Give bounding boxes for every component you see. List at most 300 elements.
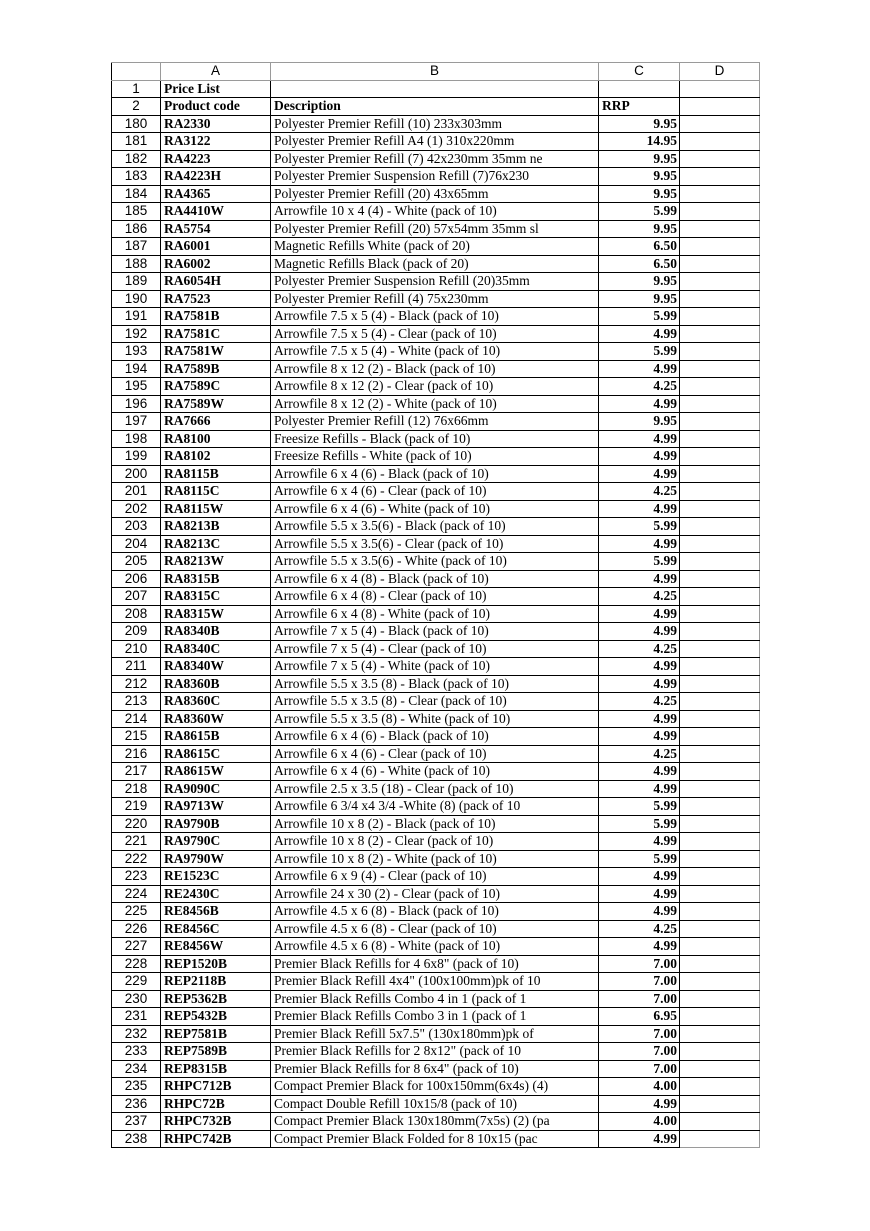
row-number[interactable]: 205 xyxy=(112,553,161,571)
product-code-cell[interactable]: RHPC712B xyxy=(161,1078,271,1096)
empty-cell[interactable] xyxy=(680,710,760,728)
row-number[interactable]: 212 xyxy=(112,675,161,693)
row-number[interactable]: 235 xyxy=(112,1078,161,1096)
rrp-cell[interactable]: 4.99 xyxy=(599,395,680,413)
product-code-cell[interactable]: RA8115C xyxy=(161,483,271,501)
description-cell[interactable]: Arrowfile 10 x 8 (2) - Black (pack of 10) xyxy=(271,815,599,833)
product-code-cell[interactable]: REP8315B xyxy=(161,1060,271,1078)
rrp-cell[interactable]: 4.99 xyxy=(599,623,680,641)
rrp-cell[interactable]: 14.95 xyxy=(599,133,680,151)
empty-cell[interactable] xyxy=(680,885,760,903)
column-header-a[interactable]: A xyxy=(161,63,271,81)
rrp-cell[interactable]: 4.00 xyxy=(599,1078,680,1096)
empty-cell[interactable] xyxy=(680,220,760,238)
description-cell[interactable]: Arrowfile 5.5 x 3.5 (8) - White (pack of 10) xyxy=(271,710,599,728)
description-cell[interactable]: Polyester Premier Refill (10) 233x303mm xyxy=(271,115,599,133)
description-cell[interactable]: Arrowfile 5.5 x 3.5 (8) - Clear (pack of 10) xyxy=(271,693,599,711)
empty-cell[interactable] xyxy=(680,185,760,203)
rrp-cell[interactable]: 4.99 xyxy=(599,833,680,851)
product-code-cell[interactable]: RA8615C xyxy=(161,745,271,763)
description-cell[interactable]: Arrowfile 4.5 x 6 (8) - Clear (pack of 10) xyxy=(271,920,599,938)
product-code-cell[interactable]: RA8340C xyxy=(161,640,271,658)
empty-cell[interactable] xyxy=(680,1008,760,1026)
row-number[interactable]: 199 xyxy=(112,448,161,466)
rrp-cell[interactable]: 4.25 xyxy=(599,745,680,763)
product-code-cell[interactable]: RA8315C xyxy=(161,588,271,606)
row-number[interactable]: 208 xyxy=(112,605,161,623)
rrp-cell[interactable]: 9.95 xyxy=(599,220,680,238)
product-code-cell[interactable]: RA4410W xyxy=(161,203,271,221)
description-cell[interactable]: Arrowfile 6 x 4 (8) - White (pack of 10) xyxy=(271,605,599,623)
empty-cell[interactable] xyxy=(680,815,760,833)
rrp-cell[interactable]: 9.95 xyxy=(599,150,680,168)
product-code-cell[interactable]: RA7589W xyxy=(161,395,271,413)
row-number[interactable]: 230 xyxy=(112,990,161,1008)
empty-cell[interactable] xyxy=(680,203,760,221)
rrp-cell[interactable]: 4.99 xyxy=(599,448,680,466)
rrp-cell[interactable]: 9.95 xyxy=(599,290,680,308)
corner-cell[interactable] xyxy=(112,63,161,81)
rrp-cell[interactable]: 4.99 xyxy=(599,780,680,798)
description-cell[interactable]: Polyester Premier Suspension Refill (20)35mm xyxy=(271,273,599,291)
rrp-cell[interactable]: 4.99 xyxy=(599,535,680,553)
description-cell[interactable]: Polyester Premier Refill (7) 42x230mm 35mm ne xyxy=(271,150,599,168)
row-number[interactable]: 232 xyxy=(112,1025,161,1043)
description-cell[interactable]: Premier Black Refills for 4 6x8" (pack of 10) xyxy=(271,955,599,973)
rrp-cell[interactable]: 5.99 xyxy=(599,203,680,221)
row-number[interactable]: 187 xyxy=(112,238,161,256)
description-cell[interactable]: Premier Black Refills Combo 3 in 1 (pack of 1 xyxy=(271,1008,599,1026)
empty-cell[interactable] xyxy=(680,605,760,623)
empty-cell[interactable] xyxy=(680,255,760,273)
row-number[interactable]: 190 xyxy=(112,290,161,308)
rrp-cell[interactable]: 4.99 xyxy=(599,500,680,518)
description-cell[interactable]: Premier Black Refills Combo 4 in 1 (pack of 1 xyxy=(271,990,599,1008)
row-number[interactable]: 188 xyxy=(112,255,161,273)
description-cell[interactable]: Arrowfile 6 x 9 (4) - Clear (pack of 10) xyxy=(271,868,599,886)
rrp-cell[interactable]: 4.99 xyxy=(599,710,680,728)
empty-cell[interactable] xyxy=(680,955,760,973)
product-code-header[interactable]: Product code xyxy=(161,98,271,116)
description-cell[interactable]: Magnetic Refills Black (pack of 20) xyxy=(271,255,599,273)
description-cell[interactable]: Arrowfile 8 x 12 (2) - Black (pack of 10) xyxy=(271,360,599,378)
description-cell[interactable]: Arrowfile 6 x 4 (6) - Black (pack of 10) xyxy=(271,728,599,746)
description-cell[interactable]: Compact Premier Black Folded for 8 10x15 (pac xyxy=(271,1130,599,1148)
product-code-cell[interactable]: REP7581B xyxy=(161,1025,271,1043)
rrp-cell[interactable]: 9.95 xyxy=(599,413,680,431)
product-code-cell[interactable]: RA7523 xyxy=(161,290,271,308)
rrp-cell[interactable]: 5.99 xyxy=(599,553,680,571)
description-cell[interactable]: Arrowfile 6 3/4 x4 3/4 -White (8) (pack of 10 xyxy=(271,798,599,816)
row-number[interactable]: 201 xyxy=(112,483,161,501)
description-cell[interactable]: Arrowfile 5.5 x 3.5(6) - Black (pack of 10) xyxy=(271,518,599,536)
product-code-cell[interactable]: RA5754 xyxy=(161,220,271,238)
description-cell[interactable]: Arrowfile 6 x 4 (8) - Clear (pack of 10) xyxy=(271,588,599,606)
row-number[interactable]: 203 xyxy=(112,518,161,536)
row-number[interactable]: 229 xyxy=(112,973,161,991)
row-number[interactable]: 223 xyxy=(112,868,161,886)
description-cell[interactable]: Arrowfile 2.5 x 3.5 (18) - Clear (pack of 10) xyxy=(271,780,599,798)
row-number[interactable]: 237 xyxy=(112,1113,161,1131)
empty-cell[interactable] xyxy=(680,588,760,606)
product-code-cell[interactable]: REP2118B xyxy=(161,973,271,991)
empty-cell[interactable] xyxy=(680,675,760,693)
empty-cell[interactable] xyxy=(680,763,760,781)
row-number[interactable]: 222 xyxy=(112,850,161,868)
empty-cell[interactable] xyxy=(680,168,760,186)
empty-cell[interactable] xyxy=(680,430,760,448)
product-code-cell[interactable]: RA7589C xyxy=(161,378,271,396)
rrp-cell[interactable]: 7.00 xyxy=(599,1043,680,1061)
row-number[interactable]: 189 xyxy=(112,273,161,291)
product-code-cell[interactable]: REP5432B xyxy=(161,1008,271,1026)
rrp-cell[interactable]: 4.99 xyxy=(599,728,680,746)
rrp-cell[interactable]: 7.00 xyxy=(599,1060,680,1078)
description-cell[interactable]: Arrowfile 4.5 x 6 (8) - White (pack of 10) xyxy=(271,938,599,956)
row-number[interactable]: 210 xyxy=(112,640,161,658)
row-number[interactable]: 236 xyxy=(112,1095,161,1113)
description-cell[interactable]: Polyester Premier Refill (12) 76x66mm xyxy=(271,413,599,431)
product-code-cell[interactable]: RA4365 xyxy=(161,185,271,203)
empty-cell[interactable] xyxy=(680,570,760,588)
empty-cell[interactable] xyxy=(680,938,760,956)
rrp-header[interactable]: RRP xyxy=(599,98,680,116)
description-cell[interactable]: Arrowfile 6 x 4 (6) - Clear (pack of 10) xyxy=(271,745,599,763)
empty-cell[interactable] xyxy=(680,483,760,501)
description-cell[interactable]: Arrowfile 8 x 12 (2) - Clear (pack of 10) xyxy=(271,378,599,396)
empty-cell[interactable] xyxy=(680,920,760,938)
empty-cell[interactable] xyxy=(680,413,760,431)
product-code-cell[interactable]: RA6002 xyxy=(161,255,271,273)
description-cell[interactable]: Compact Premier Black 130x180mm(7x5s) (2) (pa xyxy=(271,1113,599,1131)
column-header-b[interactable]: B xyxy=(271,63,599,81)
empty-cell[interactable] xyxy=(680,360,760,378)
rrp-cell[interactable]: 4.99 xyxy=(599,903,680,921)
rrp-cell[interactable]: 4.99 xyxy=(599,1130,680,1148)
row-number[interactable]: 213 xyxy=(112,693,161,711)
description-cell[interactable]: Arrowfile 6 x 4 (6) - Clear (pack of 10) xyxy=(271,483,599,501)
row-number[interactable]: 191 xyxy=(112,308,161,326)
row-number[interactable]: 181 xyxy=(112,133,161,151)
rrp-cell[interactable]: 4.99 xyxy=(599,763,680,781)
product-code-cell[interactable]: RA8100 xyxy=(161,430,271,448)
description-cell[interactable]: Premier Black Refill 4x4" (100x100mm)pk of 10 xyxy=(271,973,599,991)
rrp-cell[interactable]: 7.00 xyxy=(599,973,680,991)
description-cell[interactable]: Arrowfile 7 x 5 (4) - White (pack of 10) xyxy=(271,658,599,676)
row-number[interactable]: 224 xyxy=(112,885,161,903)
rrp-cell[interactable]: 4.00 xyxy=(599,1113,680,1131)
row-number[interactable]: 204 xyxy=(112,535,161,553)
description-cell[interactable]: Compact Premier Black for 100x150mm(6x4s) (4) xyxy=(271,1078,599,1096)
product-code-cell[interactable]: RE1523C xyxy=(161,868,271,886)
empty-cell[interactable] xyxy=(680,238,760,256)
rrp-cell[interactable]: 5.99 xyxy=(599,815,680,833)
rrp-cell[interactable]: 7.00 xyxy=(599,955,680,973)
row-number[interactable]: 195 xyxy=(112,378,161,396)
empty-cell[interactable] xyxy=(680,518,760,536)
row-number[interactable]: 220 xyxy=(112,815,161,833)
description-cell[interactable]: Premier Black Refills for 8 6x4" (pack of 10) xyxy=(271,1060,599,1078)
row-number[interactable]: 196 xyxy=(112,395,161,413)
row-number[interactable]: 180 xyxy=(112,115,161,133)
rrp-cell[interactable]: 4.99 xyxy=(599,1095,680,1113)
row-number[interactable]: 225 xyxy=(112,903,161,921)
description-cell[interactable]: Arrowfile 6 x 4 (6) - Black (pack of 10) xyxy=(271,465,599,483)
row-number[interactable]: 216 xyxy=(112,745,161,763)
empty-cell[interactable] xyxy=(680,833,760,851)
product-code-cell[interactable]: RE8456C xyxy=(161,920,271,938)
product-code-cell[interactable]: REP1520B xyxy=(161,955,271,973)
row-number[interactable]: 206 xyxy=(112,570,161,588)
empty-cell[interactable] xyxy=(680,850,760,868)
empty-cell[interactable] xyxy=(680,448,760,466)
product-code-cell[interactable]: RA8102 xyxy=(161,448,271,466)
empty-cell[interactable] xyxy=(680,133,760,151)
empty-cell[interactable] xyxy=(680,80,760,98)
product-code-cell[interactable]: RA2330 xyxy=(161,115,271,133)
description-cell[interactable]: Polyester Premier Refill A4 (1) 310x220mm xyxy=(271,133,599,151)
product-code-cell[interactable]: RA7581C xyxy=(161,325,271,343)
description-cell[interactable]: Arrowfile 24 x 30 (2) - Clear (pack of 10) xyxy=(271,885,599,903)
description-cell[interactable]: Arrowfile 7.5 x 5 (4) - Black (pack of 10) xyxy=(271,308,599,326)
product-code-cell[interactable]: RA7589B xyxy=(161,360,271,378)
description-cell[interactable]: Arrowfile 7 x 5 (4) - Clear (pack of 10) xyxy=(271,640,599,658)
product-code-cell[interactable]: RHPC742B xyxy=(161,1130,271,1148)
product-code-cell[interactable]: RA8615B xyxy=(161,728,271,746)
empty-cell[interactable] xyxy=(680,378,760,396)
description-header[interactable]: Description xyxy=(271,98,599,116)
rrp-cell[interactable]: 5.99 xyxy=(599,308,680,326)
product-code-cell[interactable]: RA9713W xyxy=(161,798,271,816)
product-code-cell[interactable]: REP5362B xyxy=(161,990,271,1008)
row-number[interactable]: 234 xyxy=(112,1060,161,1078)
description-cell[interactable]: Arrowfile 7.5 x 5 (4) - White (pack of 10) xyxy=(271,343,599,361)
product-code-cell[interactable]: RE2430C xyxy=(161,885,271,903)
description-cell[interactable]: Arrowfile 6 x 4 (6) - White (pack of 10) xyxy=(271,500,599,518)
product-code-cell[interactable]: RA3122 xyxy=(161,133,271,151)
row-number[interactable]: 1 xyxy=(112,80,161,98)
empty-cell[interactable] xyxy=(680,640,760,658)
description-cell[interactable]: Arrowfile 5.5 x 3.5(6) - Clear (pack of 10) xyxy=(271,535,599,553)
rrp-cell[interactable]: 5.99 xyxy=(599,798,680,816)
empty-cell[interactable] xyxy=(680,115,760,133)
column-header-c[interactable]: C xyxy=(599,63,680,81)
rrp-cell[interactable]: 5.99 xyxy=(599,343,680,361)
row-number[interactable]: 184 xyxy=(112,185,161,203)
product-code-cell[interactable]: RA6054H xyxy=(161,273,271,291)
product-code-cell[interactable]: RA8360B xyxy=(161,675,271,693)
description-cell[interactable]: Arrowfile 7.5 x 5 (4) - Clear (pack of 10) xyxy=(271,325,599,343)
product-code-cell[interactable]: RA7581W xyxy=(161,343,271,361)
empty-cell[interactable] xyxy=(680,500,760,518)
row-number[interactable]: 198 xyxy=(112,430,161,448)
description-cell[interactable]: Arrowfile 5.5 x 3.5 (8) - Black (pack of 10) xyxy=(271,675,599,693)
product-code-cell[interactable]: REP7589B xyxy=(161,1043,271,1061)
rrp-cell[interactable]: 7.00 xyxy=(599,990,680,1008)
row-number[interactable]: 228 xyxy=(112,955,161,973)
empty-cell[interactable] xyxy=(680,535,760,553)
empty-cell[interactable] xyxy=(680,693,760,711)
empty-cell[interactable] xyxy=(680,1043,760,1061)
description-cell[interactable]: Arrowfile 10 x 4 (4) - White (pack of 10) xyxy=(271,203,599,221)
column-header-d[interactable]: D xyxy=(680,63,760,81)
empty-cell[interactable] xyxy=(680,903,760,921)
description-cell[interactable]: Polyester Premier Refill (20) 43x65mm xyxy=(271,185,599,203)
rrp-cell[interactable]: 9.95 xyxy=(599,273,680,291)
rrp-cell[interactable]: 7.00 xyxy=(599,1025,680,1043)
product-code-cell[interactable]: RA8315W xyxy=(161,605,271,623)
description-cell[interactable]: Freesize Refills - Black (pack of 10) xyxy=(271,430,599,448)
empty-cell[interactable] xyxy=(680,868,760,886)
product-code-cell[interactable]: RA4223H xyxy=(161,168,271,186)
rrp-cell[interactable]: 5.99 xyxy=(599,518,680,536)
description-cell[interactable]: Arrowfile 6 x 4 (8) - Black (pack of 10) xyxy=(271,570,599,588)
empty-cell[interactable] xyxy=(680,990,760,1008)
empty-cell[interactable] xyxy=(680,1078,760,1096)
row-number[interactable]: 207 xyxy=(112,588,161,606)
description-cell[interactable]: Magnetic Refills White (pack of 20) xyxy=(271,238,599,256)
description-cell[interactable]: Arrowfile 10 x 8 (2) - Clear (pack of 10) xyxy=(271,833,599,851)
row-number[interactable]: 197 xyxy=(112,413,161,431)
row-number[interactable]: 193 xyxy=(112,343,161,361)
product-code-cell[interactable]: RA9790B xyxy=(161,815,271,833)
product-code-cell[interactable]: RA8340B xyxy=(161,623,271,641)
description-cell[interactable]: Polyester Premier Refill (4) 75x230mm xyxy=(271,290,599,308)
product-code-cell[interactable]: RA8340W xyxy=(161,658,271,676)
product-code-cell[interactable]: RA8360W xyxy=(161,710,271,728)
product-code-cell[interactable]: RA9790W xyxy=(161,850,271,868)
row-number[interactable]: 192 xyxy=(112,325,161,343)
row-number[interactable]: 231 xyxy=(112,1008,161,1026)
row-number[interactable]: 219 xyxy=(112,798,161,816)
empty-cell[interactable] xyxy=(680,745,760,763)
empty-cell[interactable] xyxy=(680,728,760,746)
product-code-cell[interactable]: RA6001 xyxy=(161,238,271,256)
rrp-cell[interactable]: 5.99 xyxy=(599,850,680,868)
empty-cell[interactable] xyxy=(680,395,760,413)
empty-cell[interactable] xyxy=(680,623,760,641)
empty-cell[interactable] xyxy=(680,1025,760,1043)
product-code-cell[interactable]: RA8115B xyxy=(161,465,271,483)
empty-cell[interactable] xyxy=(599,80,680,98)
product-code-cell[interactable]: RA4223 xyxy=(161,150,271,168)
rrp-cell[interactable]: 4.25 xyxy=(599,588,680,606)
row-number[interactable]: 221 xyxy=(112,833,161,851)
rrp-cell[interactable]: 4.99 xyxy=(599,605,680,623)
rrp-cell[interactable]: 4.99 xyxy=(599,658,680,676)
empty-cell[interactable] xyxy=(680,1060,760,1078)
empty-cell[interactable] xyxy=(680,658,760,676)
rrp-cell[interactable]: 4.25 xyxy=(599,378,680,396)
rrp-cell[interactable]: 6.50 xyxy=(599,238,680,256)
empty-cell[interactable] xyxy=(680,780,760,798)
row-number[interactable]: 211 xyxy=(112,658,161,676)
row-number[interactable]: 194 xyxy=(112,360,161,378)
row-number[interactable]: 202 xyxy=(112,500,161,518)
product-code-cell[interactable]: RA8615W xyxy=(161,763,271,781)
row-number[interactable]: 217 xyxy=(112,763,161,781)
rrp-cell[interactable]: 4.99 xyxy=(599,570,680,588)
product-code-cell[interactable]: RA8213C xyxy=(161,535,271,553)
product-code-cell[interactable]: RHPC72B xyxy=(161,1095,271,1113)
rrp-cell[interactable]: 9.95 xyxy=(599,115,680,133)
rrp-cell[interactable]: 4.99 xyxy=(599,325,680,343)
empty-cell[interactable] xyxy=(680,1130,760,1148)
empty-cell[interactable] xyxy=(680,553,760,571)
empty-cell[interactable] xyxy=(680,325,760,343)
rrp-cell[interactable]: 4.99 xyxy=(599,885,680,903)
description-cell[interactable]: Arrowfile 10 x 8 (2) - White (pack of 10) xyxy=(271,850,599,868)
row-number[interactable]: 209 xyxy=(112,623,161,641)
rrp-cell[interactable]: 4.99 xyxy=(599,675,680,693)
row-number[interactable]: 215 xyxy=(112,728,161,746)
product-code-cell[interactable]: RE8456B xyxy=(161,903,271,921)
row-number[interactable]: 226 xyxy=(112,920,161,938)
empty-cell[interactable] xyxy=(680,273,760,291)
rrp-cell[interactable]: 4.25 xyxy=(599,920,680,938)
rrp-cell[interactable]: 6.95 xyxy=(599,1008,680,1026)
product-code-cell[interactable]: RA9790C xyxy=(161,833,271,851)
description-cell[interactable]: Polyester Premier Refill (20) 57x54mm 35mm sl xyxy=(271,220,599,238)
description-cell[interactable]: Freesize Refills - White (pack of 10) xyxy=(271,448,599,466)
rrp-cell[interactable]: 4.25 xyxy=(599,640,680,658)
row-number[interactable]: 233 xyxy=(112,1043,161,1061)
description-cell[interactable]: Arrowfile 8 x 12 (2) - White (pack of 10) xyxy=(271,395,599,413)
description-cell[interactable]: Premier Black Refills for 2 8x12" (pack of 10 xyxy=(271,1043,599,1061)
rrp-cell[interactable]: 4.99 xyxy=(599,868,680,886)
row-number[interactable]: 183 xyxy=(112,168,161,186)
rrp-cell[interactable]: 4.99 xyxy=(599,360,680,378)
rrp-cell[interactable]: 4.25 xyxy=(599,693,680,711)
row-number[interactable]: 227 xyxy=(112,938,161,956)
description-cell[interactable]: Compact Double Refill 10x15/8 (pack of 10) xyxy=(271,1095,599,1113)
description-cell[interactable]: Arrowfile 7 x 5 (4) - Black (pack of 10) xyxy=(271,623,599,641)
empty-cell[interactable] xyxy=(680,150,760,168)
product-code-cell[interactable]: RA8213B xyxy=(161,518,271,536)
row-number[interactable]: 186 xyxy=(112,220,161,238)
product-code-cell[interactable]: RA8360C xyxy=(161,693,271,711)
empty-cell[interactable] xyxy=(680,465,760,483)
product-code-cell[interactable]: RE8456W xyxy=(161,938,271,956)
description-cell[interactable]: Arrowfile 5.5 x 3.5(6) - White (pack of 10) xyxy=(271,553,599,571)
description-cell[interactable]: Arrowfile 6 x 4 (6) - White (pack of 10) xyxy=(271,763,599,781)
row-number[interactable]: 185 xyxy=(112,203,161,221)
product-code-cell[interactable]: RA8315B xyxy=(161,570,271,588)
rrp-cell[interactable]: 4.99 xyxy=(599,430,680,448)
product-code-cell[interactable]: RA8115W xyxy=(161,500,271,518)
row-number[interactable]: 2 xyxy=(112,98,161,116)
product-code-cell[interactable]: RA8213W xyxy=(161,553,271,571)
row-number[interactable]: 218 xyxy=(112,780,161,798)
empty-cell[interactable] xyxy=(680,798,760,816)
empty-cell[interactable] xyxy=(680,1113,760,1131)
product-code-cell[interactable]: RHPC732B xyxy=(161,1113,271,1131)
rrp-cell[interactable]: 6.50 xyxy=(599,255,680,273)
rrp-cell[interactable]: 4.25 xyxy=(599,483,680,501)
rrp-cell[interactable]: 9.95 xyxy=(599,185,680,203)
product-code-cell[interactable]: RA7666 xyxy=(161,413,271,431)
description-cell[interactable]: Arrowfile 4.5 x 6 (8) - Black (pack of 10) xyxy=(271,903,599,921)
empty-cell[interactable] xyxy=(680,973,760,991)
row-number[interactable]: 200 xyxy=(112,465,161,483)
empty-cell[interactable] xyxy=(680,98,760,116)
description-cell[interactable]: Premier Black Refill 5x7.5" (130x180mm)pk of xyxy=(271,1025,599,1043)
rrp-cell[interactable]: 4.99 xyxy=(599,465,680,483)
product-code-cell[interactable]: RA7581B xyxy=(161,308,271,326)
description-cell[interactable]: Polyester Premier Suspension Refill (7)76x230 xyxy=(271,168,599,186)
rrp-cell[interactable]: 4.99 xyxy=(599,938,680,956)
row-number[interactable]: 214 xyxy=(112,710,161,728)
